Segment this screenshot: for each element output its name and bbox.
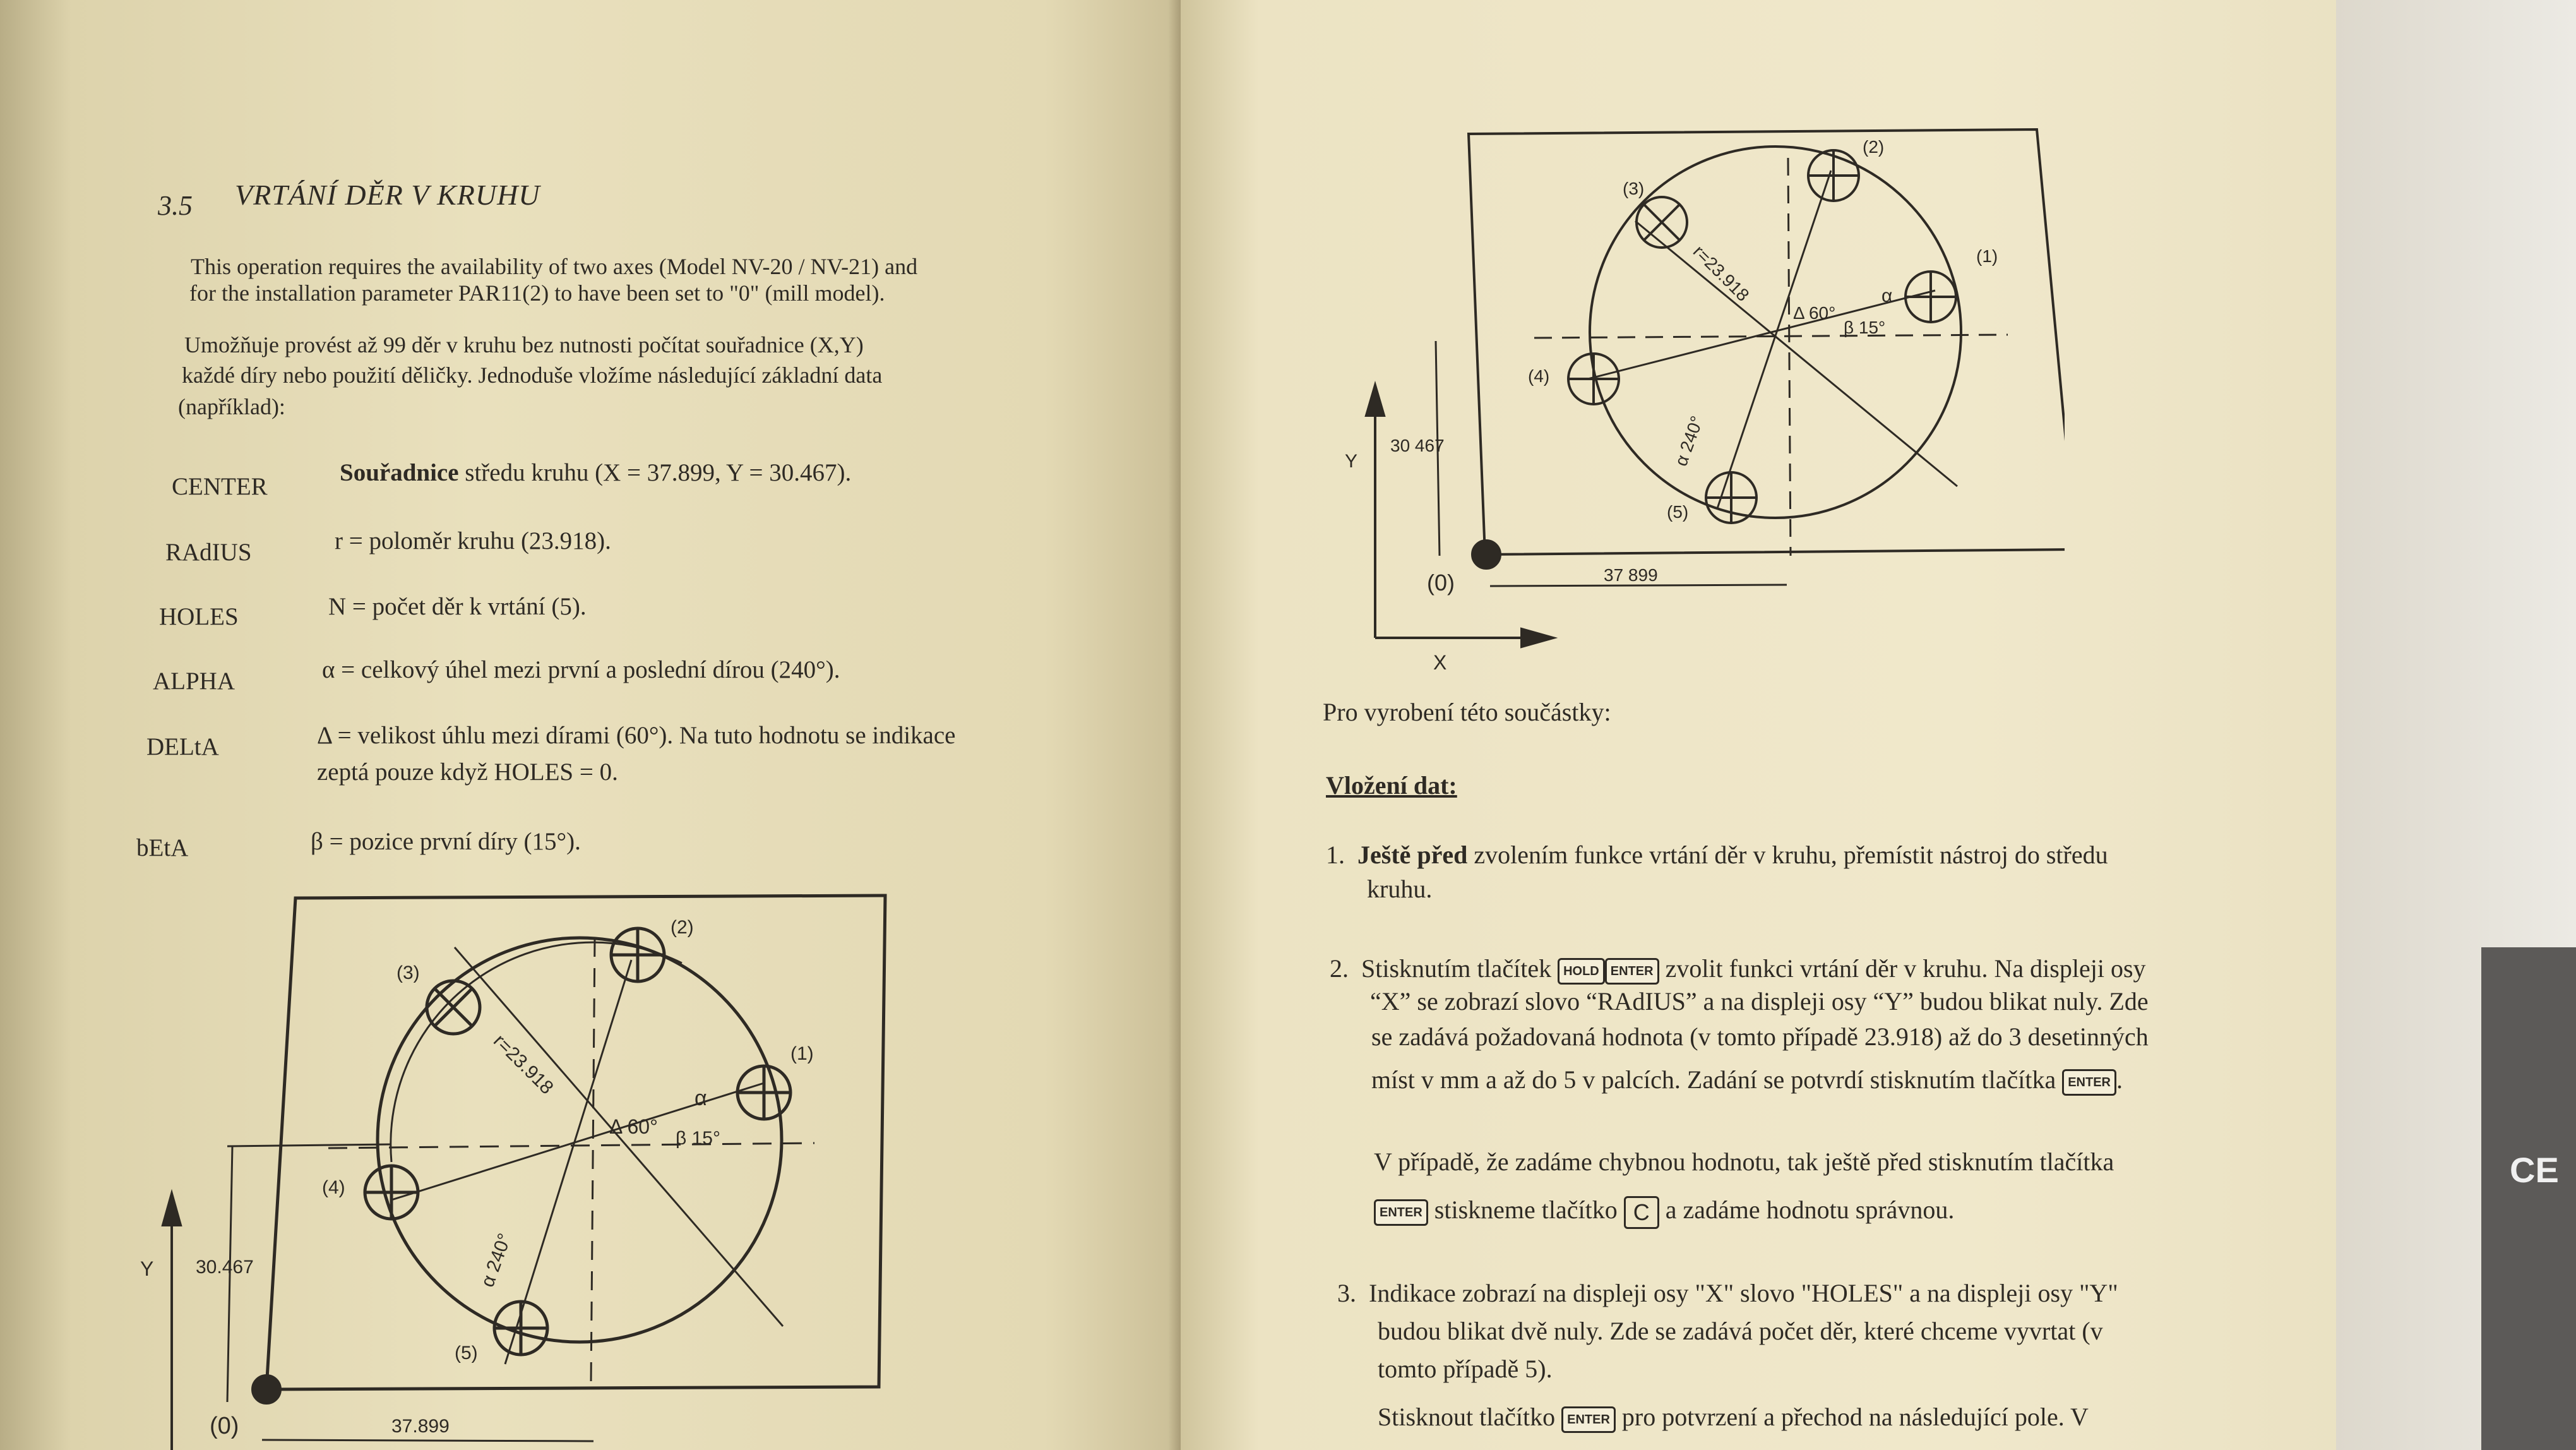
- hole-label-1: (1): [1976, 246, 1998, 266]
- hole-label-5: (5): [1667, 502, 1689, 522]
- alpha-symbol: α: [1881, 285, 1893, 306]
- right-page: [1181, 0, 2481, 1450]
- origin-label: (0): [210, 1413, 239, 1439]
- param-key-beta: bEtA: [136, 834, 189, 861]
- hole-label-4: (4): [322, 1177, 345, 1198]
- step3-line2: budou blikat dvě nuly. Zde se zadává počet děr, které chceme vyvrtat (v: [1378, 1317, 2103, 1345]
- hole-label-5: (5): [455, 1343, 478, 1363]
- beta-label: β 15°: [1844, 318, 1886, 337]
- y-axis-arrow: [1366, 385, 1384, 416]
- step2-line4: míst v mm a až do 5 v palcích. Zadání se potvrdí stisknutím tlačítka ENTER .: [1371, 1065, 2123, 1096]
- hole-label-2: (2): [671, 917, 694, 938]
- hole-label-3: (3): [397, 962, 420, 983]
- bolt-circle-figure-right: [1339, 114, 2065, 695]
- step3-line1: 3. Indikace zobrazí na displeji osy "X" slovo "HOLES" a na displeji osy "Y": [1337, 1279, 2118, 1307]
- device-edge: [2481, 947, 2576, 1450]
- param-key-holes: HOLES: [159, 603, 239, 630]
- enter-key-icon: ENTER: [2062, 1069, 2116, 1096]
- alpha-total-label: α 240°: [1671, 413, 1707, 469]
- delta-label: Δ 60°: [609, 1115, 658, 1138]
- x-axis-arrow: [1522, 629, 1553, 647]
- delta-label: Δ 60°: [1793, 303, 1836, 323]
- vertical-center-line: [591, 938, 595, 1383]
- step1-line1: 1. Ještě před zvolením funkce vrtání děr v kruhu, přemístit nástroj do středu: [1326, 841, 2108, 869]
- param-value-beta: β = pozice první díry (15°).: [311, 828, 581, 855]
- x-dimension: 37.899: [391, 1416, 450, 1437]
- intro-cz-line1: Umožňuje provést až 99 děr v kruhu bez nutnosti počítat souřadnice (X,Y): [184, 332, 864, 357]
- hole-label-1: (1): [790, 1043, 814, 1064]
- left-page: [0, 0, 1187, 1450]
- bolt-circle-figure-left: [126, 884, 947, 1450]
- radius-label: r=23.918: [489, 1030, 558, 1099]
- hold-key-icon: HOLD: [1558, 958, 1605, 985]
- y-dimension: 30.467: [196, 1257, 254, 1278]
- part-outline: [1469, 129, 2065, 554]
- y-axis-label: Y: [140, 1257, 154, 1280]
- enter-key-icon: ENTER: [1605, 958, 1659, 985]
- y-dimension: 30 467: [1390, 436, 1445, 455]
- clear-key-icon: C: [1624, 1196, 1659, 1229]
- note-line1: V případě, že zadáme chybnou hodnotu, tak ještě před stisknutím tlačítka: [1374, 1147, 2114, 1176]
- param-value-center: Souřadnice středu kruhu (X = 37.899, Y = 30.467).: [340, 459, 852, 486]
- step1-line2: kruhu.: [1367, 875, 1433, 903]
- enter-key-icon: ENTER: [1374, 1199, 1428, 1226]
- section-number: 3.5: [158, 190, 193, 221]
- step2-line3: se zadává požadovaná hodnota (v tomto případě 23.918) až do 3 desetinných: [1371, 1022, 2149, 1051]
- note-line2: ENTER stiskneme tlačítko C a zadáme hodnotu správnou.: [1374, 1195, 1954, 1229]
- intro-en-line1: This operation requires the availability of two axes (Model NV-20 / NV-21) and: [191, 254, 918, 279]
- enter-key-icon: ENTER: [1561, 1406, 1616, 1433]
- hole-label-4: (4): [1528, 366, 1550, 386]
- beta-label: β 15°: [676, 1128, 720, 1149]
- param-value-radius: r = poloměr kruhu (23.918).: [335, 527, 611, 554]
- param-value-alpha: α = celkový úhel mezi první a poslední dírou (240°).: [322, 656, 840, 683]
- hole-label-2: (2): [1863, 137, 1885, 157]
- y-axis-label: Y: [1345, 451, 1358, 472]
- hole5-2-line: [505, 960, 631, 1364]
- radius-label: r=23.918: [1689, 241, 1753, 305]
- param-key-delta: DELtA: [146, 733, 219, 760]
- x-dimension: 37 899: [1604, 565, 1658, 585]
- origin-label: (0): [1427, 570, 1455, 596]
- data-entry-heading: Vložení dat:: [1326, 771, 1457, 800]
- intro-en-line2: for the installation parameter PAR11(2) to have been set to "0" (mill model).: [189, 280, 885, 306]
- param-value-delta: Δ = velikost úhlu mezi dírami (60°). Na tuto hodnotu se indikace: [317, 722, 956, 749]
- origin-point: [253, 1375, 280, 1403]
- intro-cz-line2: každé díry nebo použití děličky. Jednoduše vložíme následující základní data: [182, 362, 883, 388]
- param-key-center: CENTER: [172, 473, 268, 500]
- step2-line2: “X” se zobrazí slovo “RAdIUS” a na displeji osy “Y” budou blikat nuly. Zde: [1370, 987, 2149, 1016]
- alpha-symbol: α: [695, 1086, 707, 1110]
- param-key-alpha: ALPHA: [153, 668, 236, 695]
- section-title: VRTÁNÍ DĚR V KRUHU: [235, 179, 540, 211]
- step3-line4: Stisknout tlačítko ENTER pro potvrzení a přechod na následující pole. V: [1378, 1402, 2089, 1433]
- origin-point: [1472, 541, 1500, 568]
- intro-text: Pro vyrobení této součástky:: [1323, 698, 1611, 726]
- alpha-total-label: α 240°: [477, 1230, 516, 1290]
- step3-line3: tomto případě 5).: [1378, 1355, 1553, 1383]
- x-axis-label: X: [1433, 651, 1447, 674]
- param-value-holes: N = počet děr k vrtání (5).: [328, 593, 587, 620]
- y-axis-arrow: [163, 1194, 181, 1225]
- param-key-radius: RAdIUS: [165, 539, 252, 566]
- intro-cz-line3: (například):: [178, 394, 285, 419]
- ce-mark: CE: [2510, 1150, 2559, 1190]
- param-value-delta-line2: zeptá pouze když HOLES = 0.: [317, 758, 618, 786]
- hole-label-3: (3): [1623, 179, 1645, 198]
- step2-line1: 2. Stisknutím tlačítek HOLD ENTER zvolit funkci vrtání děr v kruhu. Na displeji osy: [1330, 954, 2146, 985]
